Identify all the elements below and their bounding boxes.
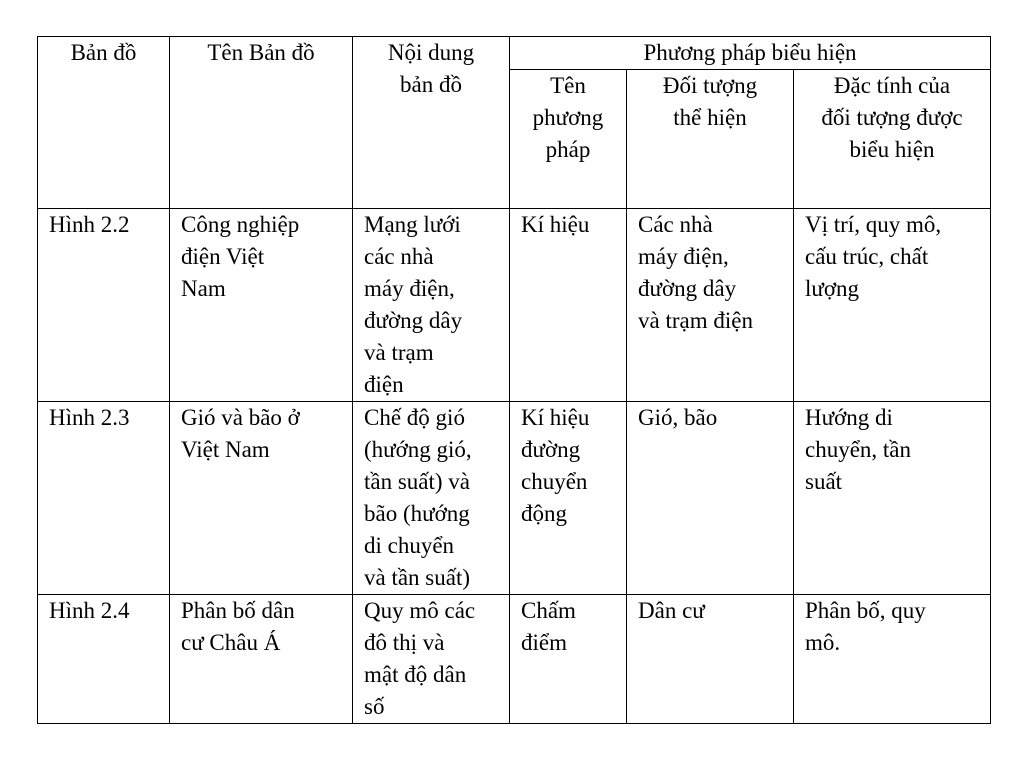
table-row xyxy=(38,209,991,402)
cell-properties xyxy=(794,402,991,595)
cell-map-name-text: Công nghiệp điện Việt Nam xyxy=(181,212,300,301)
cell-properties xyxy=(794,209,991,402)
cell-content-text: Chế độ gió (hướng gió, tần suất) và bão (hướng di chuyển và tần suất) xyxy=(364,405,472,590)
cell-map xyxy=(38,209,170,402)
cell-map xyxy=(38,595,170,724)
cell-properties-text: Hướng di chuyển, tần suất xyxy=(805,405,912,494)
cell-map-name xyxy=(170,595,353,724)
cell-object xyxy=(627,402,794,595)
cell-method-name-text: Chấm điểm xyxy=(521,598,576,655)
header-map xyxy=(38,37,170,209)
cell-properties xyxy=(794,595,991,724)
cell-object-text: Gió, bão xyxy=(638,405,718,430)
cell-content xyxy=(353,402,510,595)
header-object-text: Đối tượng thể hiện xyxy=(662,73,758,130)
cell-content xyxy=(353,209,510,402)
cell-method-name xyxy=(510,402,627,595)
header-map-name-text: Tên Bản đồ xyxy=(207,40,315,65)
cell-map xyxy=(38,402,170,595)
header-content xyxy=(353,37,510,209)
header-method-name xyxy=(510,70,627,209)
cell-method-name-text: Kí hiệu xyxy=(521,212,590,237)
header-row-main xyxy=(38,37,991,70)
cell-content-text: Mạng lưới các nhà máy điện, đường dây và trạm điện xyxy=(364,212,463,397)
cell-map-text: Hình 2.2 xyxy=(49,212,130,237)
header-map-text: Bản đồ xyxy=(70,40,137,65)
header-method-name-text: Tên phương pháp xyxy=(532,73,604,162)
cell-object-text: Dân cư xyxy=(638,598,705,623)
table-row xyxy=(38,595,991,724)
map-methods-table xyxy=(37,36,991,724)
header-properties-text: Đặc tính của đối tượng được biểu hiện xyxy=(821,73,963,162)
cell-map-name-text: Phân bố dân cư Châu Á xyxy=(181,598,295,655)
cell-object xyxy=(627,595,794,724)
cell-map-text: Hình 2.4 xyxy=(49,598,130,623)
cell-method-name-text: Kí hiệu đường chuyển động xyxy=(521,405,590,526)
cell-content xyxy=(353,595,510,724)
cell-properties-text: Phân bố, quy mô. xyxy=(805,598,926,655)
header-object xyxy=(627,70,794,209)
cell-map-name xyxy=(170,402,353,595)
header-map-name xyxy=(170,37,353,209)
cell-object xyxy=(627,209,794,402)
cell-method-name xyxy=(510,595,627,724)
table-row xyxy=(38,402,991,595)
header-method-group-text: Phương pháp biểu hiện xyxy=(643,40,857,65)
header-content-text: Nội dung bản đồ xyxy=(387,40,475,97)
cell-map-text: Hình 2.3 xyxy=(49,405,130,430)
cell-content-text: Quy mô các đô thị và mật độ dân số xyxy=(364,598,476,719)
cell-properties-text: Vị trí, quy mô, cấu trúc, chất lượng xyxy=(805,212,942,301)
cell-object-text: Các nhà máy điện, đường dây và trạm điện xyxy=(638,212,753,333)
header-properties xyxy=(794,70,991,209)
cell-map-name-text: Gió và bão ở Việt Nam xyxy=(181,405,300,462)
header-method-group xyxy=(510,37,991,70)
cell-map-name xyxy=(170,209,353,402)
cell-method-name xyxy=(510,209,627,402)
